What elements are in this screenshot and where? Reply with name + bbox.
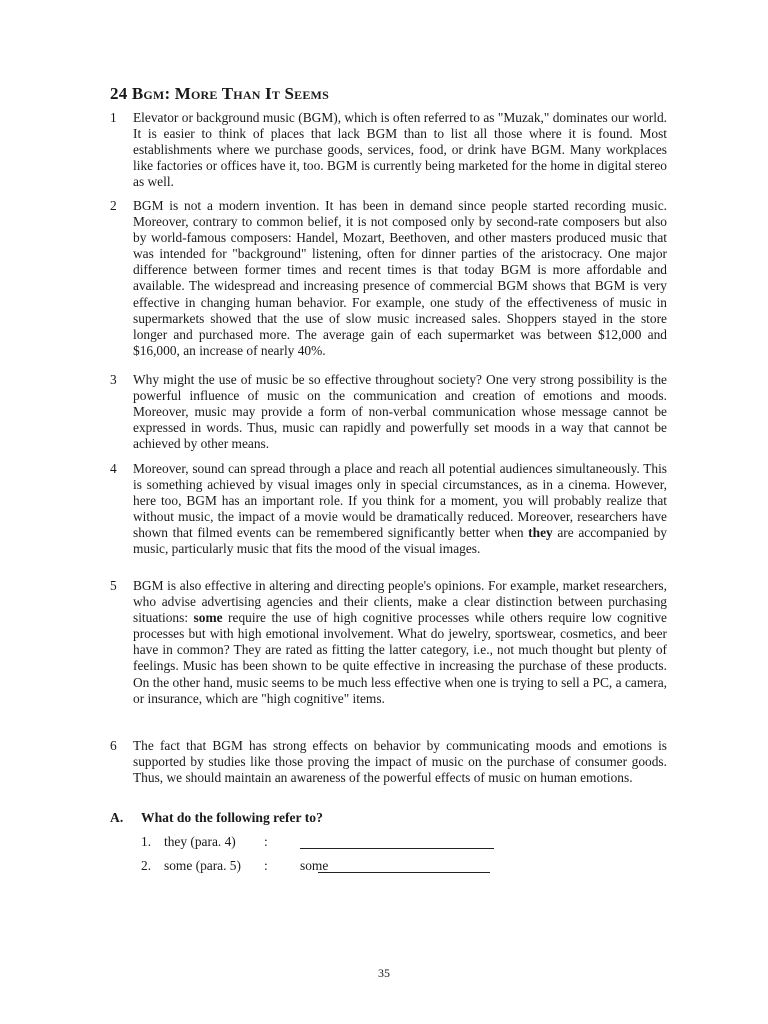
paragraph-5 bbox=[110, 578, 667, 707]
paragraph-number: 6 bbox=[110, 738, 117, 753]
paragraph-3 bbox=[110, 372, 667, 452]
page-title: 24 Bgm: More Than It Seems bbox=[110, 84, 329, 103]
paragraph-2 bbox=[110, 198, 667, 359]
emphasis-they: they bbox=[528, 525, 553, 541]
section-heading: What do the following refer to? bbox=[141, 810, 323, 825]
emphasis-some: some bbox=[193, 610, 223, 626]
question-colon: : bbox=[264, 834, 268, 849]
question-2 bbox=[141, 858, 328, 874]
paragraph-number: 1 bbox=[110, 110, 117, 125]
answer-blank-1[interactable] bbox=[300, 847, 494, 849]
paragraph-1 bbox=[110, 110, 667, 190]
question-label: they (para. 4) bbox=[164, 834, 236, 849]
page-number: 35 bbox=[378, 966, 390, 980]
paragraph-text: Moreover, sound can spread through a place and reach all potential audiences simultaneously. This is something achieved by visual images only in special circumstances, as in a cinema. However, here too, BGM has an important role. If you think for a moment, you will probably realize that without music, the impact of a movie would be dramatically reduced. Moreover, researchers have shown that filmed events can be remembered significantly better when they are accompanied by music, particularly music that fits the mood of the visual images. bbox=[133, 461, 668, 557]
exercise-heading bbox=[110, 810, 323, 826]
question-colon: : bbox=[264, 858, 268, 873]
question-number: 1. bbox=[141, 834, 152, 849]
paragraph-6 bbox=[110, 738, 667, 786]
paragraph-number: 3 bbox=[110, 372, 117, 387]
answer-blank-2[interactable] bbox=[318, 871, 490, 873]
question-number: 2. bbox=[141, 858, 152, 873]
paragraph-4 bbox=[110, 461, 667, 558]
paragraph-number: 4 bbox=[110, 461, 117, 476]
question-label: some (para. 5) bbox=[164, 858, 241, 873]
paragraph-text: The fact that BGM has strong effects on behavior by communicating moods and emotions is supported by studies like those proving the impact of music on the purchase of consumer goods. Thus, we should maintain an awareness of the powerful effects of music on human emotions. bbox=[133, 738, 667, 786]
paragraph-text: Why might the use of music be so effective throughout society? One very strong possibility is the powerful influence of music on the communication and creation of emotions and moods. Moreover, music may provide a form of non-verbal communication whose message cannot be expressed in words. Thus, music can rapidly and powerfully set moods in a way that cannot be achieved by other means. bbox=[133, 372, 667, 452]
section-letter: A. bbox=[110, 810, 124, 825]
paragraph-text: Elevator or background music (BGM), which is often referred to as "Muzak," dominates our world. It is easier to think of places that lack BGM than to list all those where it is found. Most establishments where we purchase goods, services, food, or drink have BGM. Many workplaces like factories or offices have it, too. BGM is currently being marketed for the home in digital stereo as well. bbox=[133, 110, 667, 190]
paragraph-number: 5 bbox=[110, 578, 117, 593]
paragraph-text: BGM is also effective in altering and directing people's opinions. For example, market researchers, who advise advertising agencies and their clients, make a clear distinction between purchasing situations: some require the use of high cognitive processes while others require low cognitive processes but with high emotional involvement. What do jewelry, sportswear, cosmetics, and beer have in common? They are rated as fitting the latter category, i.e., not much thought but plenty of feelings. Music has been shown to be quite effective in increasing the purchase of these products. On the other hand, music seems to be much less effective when one is trying to sell a PC, a camera, or insurance, which are "high cognitive" items. bbox=[133, 578, 667, 706]
answer-prefix: some bbox=[300, 858, 329, 873]
question-1 bbox=[141, 834, 300, 850]
paragraph-text: BGM is not a modern invention. It has been in demand since people started recording music. Moreover, contrary to common belief, it is not composed only by second-rate composers but also by world-famous composers: Handel, Mozart, Beethoven, and other masters produced music that was intended for "background" listening, often for dinner parties of the aristocracy. One major difference between former times and recent times is that today BGM is more affordable and available. The widespread and increasing presence of commercial BGM shows that BGM is very effective in changing human behavior. For example, one study of the effectiveness of music in supermarkets showed that the use of slow music increased sales. Shoppers stayed in the store longer and purchased more. The average gain of each supermarket was between $12,000 and $16,000, an increase of nearly 40%. bbox=[133, 198, 667, 358]
paragraph-number: 2 bbox=[110, 198, 117, 213]
